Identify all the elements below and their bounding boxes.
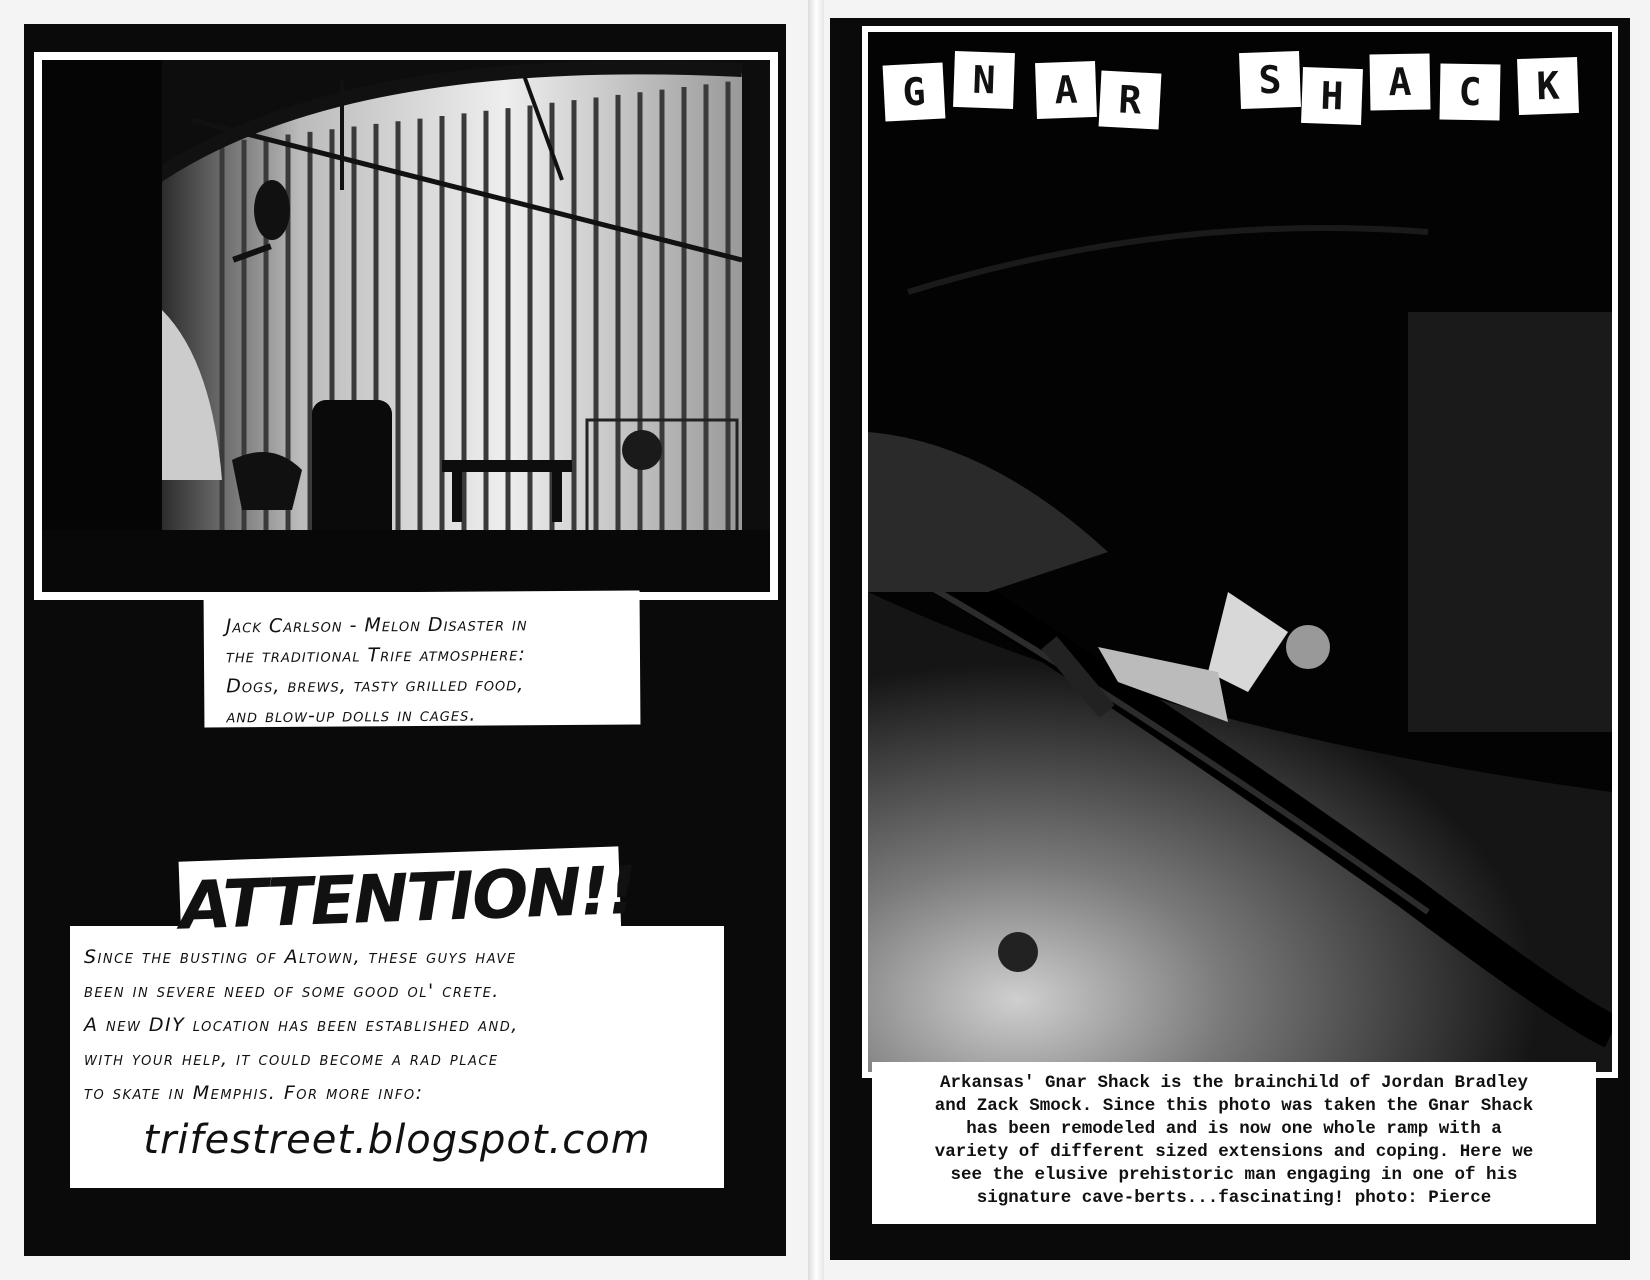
blog-url: trifestreet.blogspot.com <box>143 1117 651 1163</box>
title-letter-tile: K <box>1517 57 1579 115</box>
info-line: Since the busting of Altown, these guys have <box>84 946 517 968</box>
caption-line: and Zack Smock. Since this photo was taken the Gnar Shack <box>934 1096 1534 1116</box>
gnar-shack-skate-photo <box>868 32 1612 1072</box>
caption-line: Jack Carlson - Melon Disaster in <box>225 613 528 638</box>
warehouse-skate-photo <box>42 60 770 592</box>
page-gutter <box>808 0 824 1280</box>
title-letter-tile: H <box>1301 67 1363 125</box>
caption-line: has been remodeled and is now one whole ramp with a <box>966 1119 1502 1139</box>
title-letter-tile: A <box>1035 61 1097 119</box>
caption-line: variety of different sized extensions and coping. Here we <box>934 1142 1534 1162</box>
info-line: to skate in Memphis. For more info: <box>84 1082 424 1104</box>
right-photo-caption <box>872 1062 1596 1224</box>
info-line: with your help, it could become a rad place <box>84 1048 499 1070</box>
attention-info-box <box>70 926 724 1188</box>
caption-line: and blow-up dolls in cages. <box>226 703 477 728</box>
caption-line: see the elusive prehistoric man engaging in one of his <box>950 1165 1518 1185</box>
info-line: A new DIY location has been established and, <box>84 1014 519 1036</box>
info-line: been in severe need of some good ol' crete. <box>84 980 500 1002</box>
attention-heading: ATTENTION!! <box>179 846 622 951</box>
title-letter-tile: C <box>1440 63 1501 120</box>
title-letter-tile: A <box>1370 53 1431 110</box>
caption-line: the traditional Trife atmosphere: <box>225 643 526 668</box>
warehouse-skate-illustration <box>42 60 770 592</box>
caption-line: Dogs, brews, tasty grilled food, <box>226 673 525 698</box>
caption-line: signature cave-berts...fascinating! photo: Pierce <box>976 1188 1492 1208</box>
title-letter-tile: R <box>1099 70 1162 129</box>
title-letter-tile: N <box>953 51 1015 109</box>
left-photo-caption <box>204 590 641 727</box>
title-letter-tile: G <box>883 62 946 121</box>
bowl-skater-illustration <box>868 32 1612 1072</box>
title-letter-tile: S <box>1239 51 1301 109</box>
attention-info-text <box>84 940 710 1110</box>
caption-line: Arkansas' Gnar Shack is the brainchild of Jordan Bradley <box>939 1073 1529 1093</box>
